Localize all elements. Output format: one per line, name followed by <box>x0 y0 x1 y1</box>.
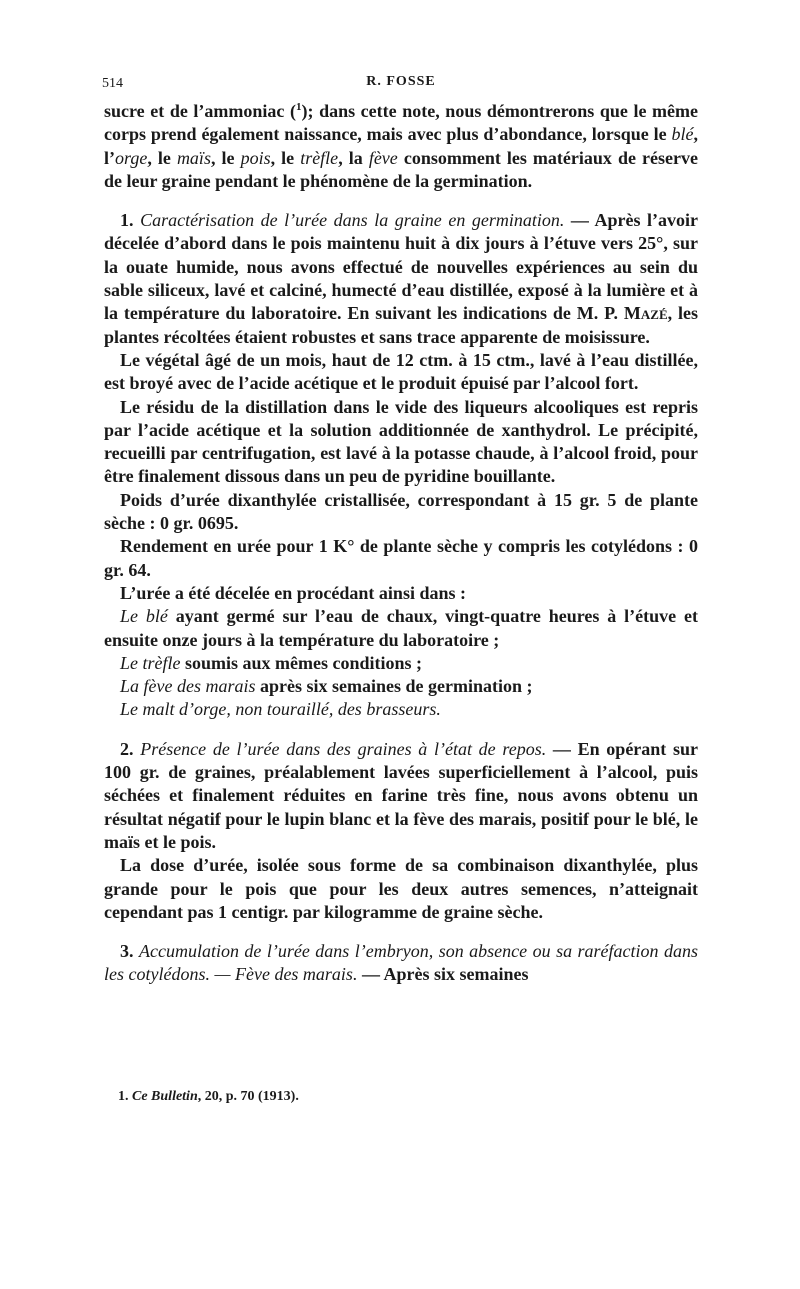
paragraph: sucre et de l’ammoniac ($^1$); dans cette note, nous démontrerons que le même corps prend également naissance, mais avec plus d’abondance, lorsque le blé, l’orge, le maïs, le pois, le trèfle, la fève consomment les matériaux de réserve de leur graine pendant le phénomène de la germination. <box>104 101 698 191</box>
paragraph: Poids d’urée dixanthylée cristallisée, correspondant à 15 gr. 5 de plante sèche : 0 gr. 0695. <box>104 489 698 534</box>
footnote-marker: 1 <box>295 101 302 113</box>
list-item: La fève des marais après six semaines de germination ; <box>120 676 533 697</box>
footnote-journal: Ce Bulletin <box>132 1089 198 1104</box>
section-3-title: Accumulation de l’urée dans l’embryon, son absence ou sa raréfaction dans les cotylédons. — Fève des marais. <box>104 941 699 985</box>
footnote: 1. Ce Bulletin, 20, p. 70 (1913). <box>118 1089 299 1104</box>
page-number: 514 <box>102 76 123 91</box>
section-1: 1. Caractérisation de l’urée dans la graine en germination. — Après l’avoir décelée d’abord dans le pois maintenu huit à dix jours à l’étuve vers 25°, sur la ouate humide, nous avons effectué de nouvelles expériences au sein du sable siliceux, lavé et calciné, humecté d’eau distillée, exposé à la lumière et à la température du laboratoire. En suivant les indications de M. P. Mazé, les plantes récoltées étaient robustes et sans trace apparente de moisissure. <box>104 210 699 347</box>
section-3: 3. Accumulation de l’urée dans l’embryon, son absence ou sa raréfaction dans les cotylédons. — Fève des marais. — Après six semaines <box>104 941 699 985</box>
running-head: R. FOSSE <box>366 74 436 89</box>
paragraph: Le végétal âgé de un mois, haut de 12 ctm. à 15 ctm., lavé à l’eau distillée, est broyé avec de l’acide acétique et le produit épuisé par l’alcool fort. <box>104 349 698 394</box>
list-item: Le blé ayant germé sur l’eau de chaux, vingt-quatre heures à l’étuve et ensuite onze jours à la température du laboratoire ; <box>104 606 698 650</box>
paragraph: Rendement en urée pour 1 K° de plante sèche y compris les cotylédons : 0 gr. 64. <box>104 536 698 580</box>
list-item: Le trèfle soumis aux mêmes conditions ; <box>120 652 423 673</box>
article-body <box>104 100 698 987</box>
page <box>104 74 698 987</box>
section-2-title: Présence de l’urée dans des graines à l’état de repos. <box>140 738 547 759</box>
page-header <box>104 74 698 100</box>
paragraph: L’urée a été décelée en procédant ainsi dans : <box>120 582 466 603</box>
list-item: Le malt d’orge, non touraillé, des brasseurs. <box>120 699 441 720</box>
author-name: Mazé <box>623 303 668 324</box>
paragraph: Le résidu de la distillation dans le vide des liqueurs alcooliques est repris par l’acide acétique et la solution additionnée de xanthydrol. Le précipité, recueilli par centrifugation, est lavé à la potasse chaude, à l’alcool froid, pour être finalement dissous dans un peu de pyridine bouillante. <box>104 396 698 487</box>
paragraph: La dose d’urée, isolée sous forme de sa combinaison dixanthylée, plus grande pour le pois que pour les deux autres semences, n’atteignait cependant pas 1 centigr. par kilogramme de graine sèche. <box>104 855 698 922</box>
section-1-title: Caractérisation de l’urée dans la graine en germination. <box>140 210 565 231</box>
section-2: 2. Présence de l’urée dans des graines à l’état de repos. — En opérant sur 100 gr. de graines, préalablement lavées superficiellement à l’alcool, puis séchées et finalement réduites en farine très fine, nous avons obtenu un résultat négatif pour le lupin blanc et la fève des marais, positif pour le blé, le maïs et le pois. <box>104 738 698 852</box>
